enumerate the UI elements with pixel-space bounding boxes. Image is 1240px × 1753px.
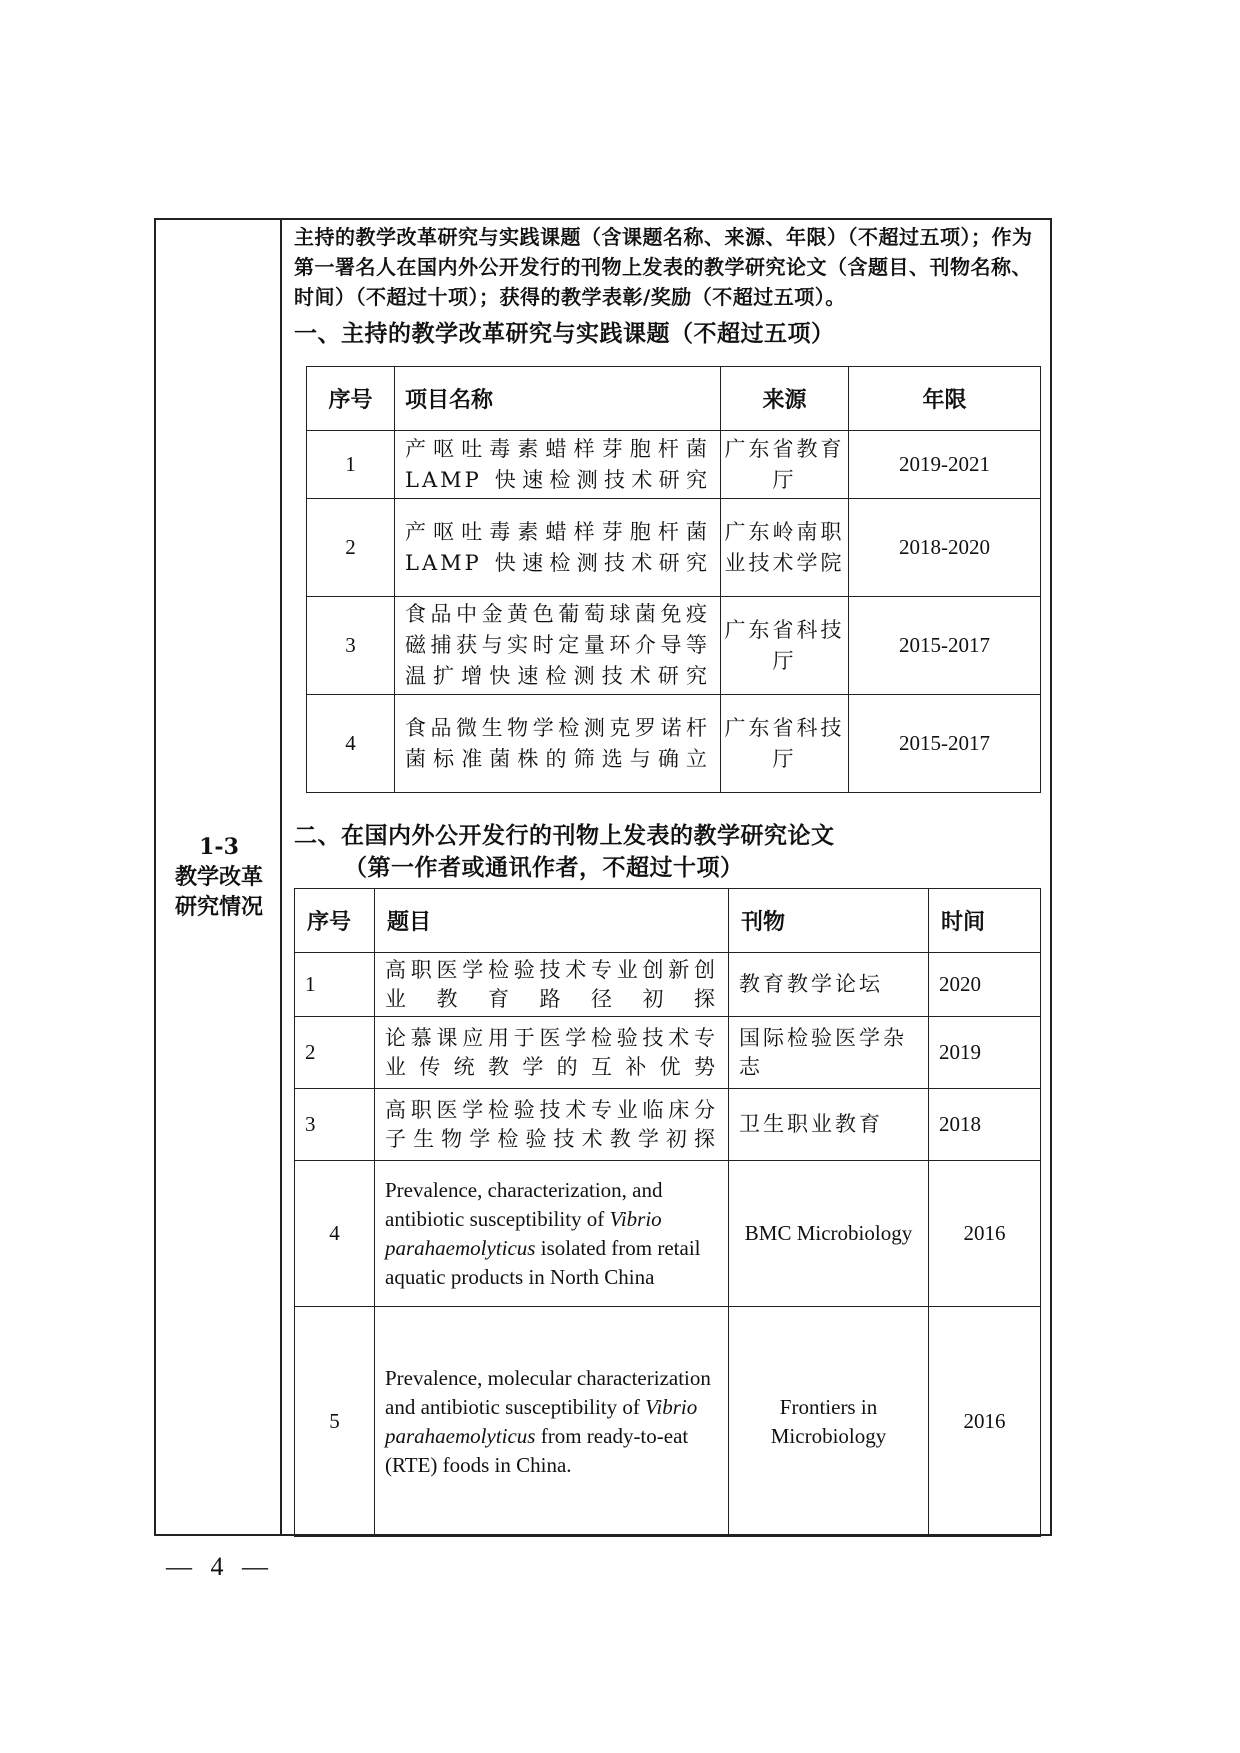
- paper-title-end: from ready-to-eat (RTE) foods in China.: [385, 1423, 689, 1477]
- paper-title: 论慕课应用于医学检验技术专业传统教学的互补优势: [375, 1017, 729, 1089]
- project-name: 产呕吐毒素蜡样芽胞杆菌LAMP 快速检测技术研究: [395, 431, 721, 499]
- paper-title: 高职医学检验技术专业创新创业教育路径初探: [375, 953, 729, 1017]
- intro-text: 主持的教学改革研究与实践课题（含课题名称、来源、年限）（不超过五项）；作为第一署名人在国内外公开发行的刊物上发表的教学研究论文（含题目、刊物名称、时间）（不超过十项）；获得的教学表彰/奖励（不超过五项）。: [294, 225, 1033, 309]
- table-row: [295, 953, 1041, 1017]
- projects-heading: 一、主持的教学改革研究与实践课题（不超过五项）: [294, 320, 835, 347]
- paper-journal: Frontiers in Microbiology: [729, 1307, 929, 1537]
- page-number: — 4 —: [166, 1552, 274, 1581]
- paper-title: 高职医学检验技术专业临床分子生物学检验技术教学初探: [375, 1089, 729, 1161]
- project-name: 食品中金黄色葡萄球菌免疫磁捕获与实时定量环介导等温扩增快速检测技术研究: [395, 597, 721, 695]
- project-name: 产呕吐毒素蜡样芽胞杆菌LAMP 快速检测技术研究: [395, 499, 721, 597]
- table-row: [295, 1161, 1041, 1307]
- project-source: 广东省科技厅: [721, 597, 849, 695]
- paper-journal: 国际检验医学杂志: [729, 1017, 929, 1089]
- project-source: 广东省教育厅: [721, 431, 849, 499]
- project-source: 广东省科技厅: [721, 695, 849, 793]
- paper-no: 1: [295, 953, 375, 1017]
- header-no: 序号: [295, 889, 375, 953]
- papers-subheading: （第一作者或通讯作者，不超过十项）: [344, 854, 744, 881]
- section-label-column: [156, 220, 282, 1534]
- projects-table: [306, 366, 1041, 793]
- project-source: 广东岭南职业技术学院: [721, 499, 849, 597]
- header-no: 序号: [307, 367, 395, 431]
- paper-no: 3: [295, 1089, 375, 1161]
- project-period: 2019-2021: [849, 431, 1041, 499]
- header-source: 来源: [721, 367, 849, 431]
- papers-header-row: [295, 889, 1041, 953]
- projects-header-row: [307, 367, 1041, 431]
- table-row: [295, 1307, 1041, 1537]
- table-row: [307, 499, 1041, 597]
- paper-journal: BMC Microbiology: [729, 1161, 929, 1307]
- paper-title-start: Prevalence, characterization, and antibiotic susceptibility of: [385, 1177, 663, 1231]
- table-row: [307, 431, 1041, 499]
- paper-year: 2019: [929, 1017, 1041, 1089]
- paper-title-species: Vibrio parahaemolyticus: [385, 1394, 698, 1448]
- header-title: 题目: [375, 889, 729, 953]
- paper-no: 5: [295, 1307, 375, 1537]
- section-title-line1: 教学改革: [174, 864, 263, 890]
- header-journal: 刊物: [729, 889, 929, 953]
- paper-journal: 教育教学论坛: [729, 953, 929, 1017]
- table-row: [295, 1017, 1041, 1089]
- project-name: 食品微生物学检测克罗诺杆菌标准菌株的筛选与确立: [395, 695, 721, 793]
- header-period: 年限: [849, 367, 1041, 431]
- project-no: 3: [307, 597, 395, 695]
- section-title-line2: 研究情况: [174, 894, 263, 920]
- form-table: [154, 218, 1052, 1536]
- project-no: 1: [307, 431, 395, 499]
- paper-title: [375, 1307, 729, 1537]
- paper-title-species: Vibrio parahaemolyticus: [385, 1206, 662, 1260]
- section-number: 1-3: [199, 834, 239, 860]
- paper-title-start: Prevalence, molecular characterization and antibiotic susceptibility of: [385, 1365, 711, 1419]
- paper-no: 4: [295, 1161, 375, 1307]
- project-period: 2018-2020: [849, 499, 1041, 597]
- paper-year: 2018: [929, 1089, 1041, 1161]
- papers-table: [294, 888, 1041, 1537]
- paper-year: 2016: [929, 1161, 1041, 1307]
- section-label: [156, 832, 282, 922]
- project-period: 2015-2017: [849, 597, 1041, 695]
- table-row: [307, 597, 1041, 695]
- header-year: 时间: [929, 889, 1041, 953]
- table-row: [295, 1089, 1041, 1161]
- paper-title-end: isolated from retail aquatic products in North China: [385, 1235, 701, 1289]
- project-no: 4: [307, 695, 395, 793]
- paper-no: 2: [295, 1017, 375, 1089]
- project-no: 2: [307, 499, 395, 597]
- papers-heading: 二、在国内外公开发行的刊物上发表的教学研究论文: [294, 822, 835, 849]
- table-row: [307, 695, 1041, 793]
- header-project-name: 项目名称: [395, 367, 721, 431]
- paper-title: [375, 1161, 729, 1307]
- paper-year: 2016: [929, 1307, 1041, 1537]
- section-content: [282, 220, 1050, 1534]
- project-period: 2015-2017: [849, 695, 1041, 793]
- paper-year: 2020: [929, 953, 1041, 1017]
- paper-journal: 卫生职业教育: [729, 1089, 929, 1161]
